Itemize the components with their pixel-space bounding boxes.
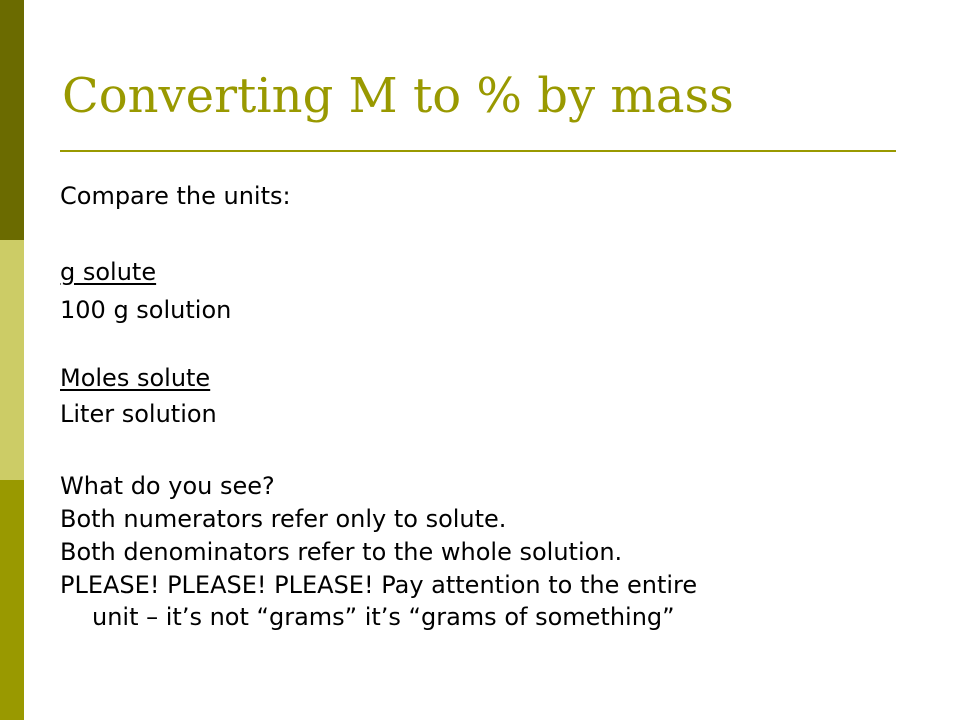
ratio2-denominator: Liter solution <box>60 400 217 428</box>
body-line-unit: unit – it’s not “grams” it’s “grams of something” <box>92 603 675 631</box>
title-divider <box>60 150 896 152</box>
question-text: What do you see? <box>60 472 275 500</box>
body-line-numerators: Both numerators refer only to solute. <box>60 505 507 533</box>
decorative-sidebar-top <box>0 0 24 240</box>
decorative-sidebar-middle <box>0 240 24 480</box>
ratio2-numerator: Moles solute <box>60 364 211 392</box>
slide-title: Converting M to % by mass <box>62 68 734 124</box>
body-line-please: PLEASE! PLEASE! PLEASE! Pay attention to the entire <box>60 571 698 599</box>
body-line-denominators: Both denominators refer to the whole solution. <box>60 538 623 566</box>
ratio1-numerator: g solute <box>60 258 157 286</box>
ratio1-denominator: 100 g solution <box>60 296 232 324</box>
intro-text: Compare the units: <box>60 182 291 210</box>
decorative-sidebar-bottom <box>0 480 24 720</box>
